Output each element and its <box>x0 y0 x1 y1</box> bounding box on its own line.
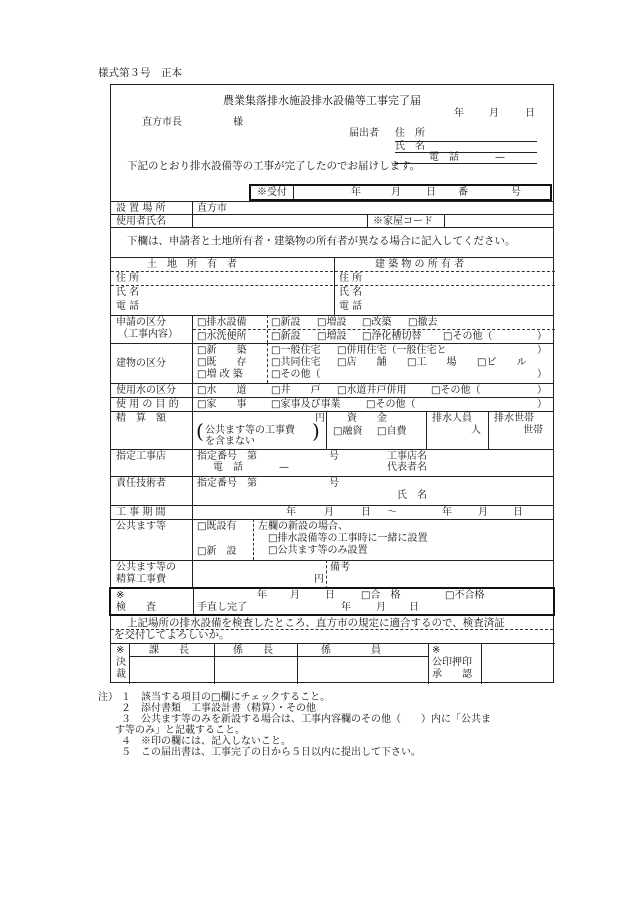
engineer-number-label: 指定番号 第 <box>197 478 257 489</box>
public-basin-note1: 左欄の新設の場合、 <box>258 521 348 532</box>
app-remove[interactable]: □撤去 <box>408 317 438 328</box>
rule <box>193 329 555 330</box>
purpose-home-business[interactable]: □家事及び事業 <box>271 399 341 410</box>
location-label: 設 置 場 所 <box>116 203 166 214</box>
period-start-day: 日 <box>361 507 371 518</box>
contractor-rep: 代表者名 <box>387 462 427 473</box>
building-owner-name: 氏 名 <box>339 287 363 298</box>
engineer-go: 号 <box>329 478 339 489</box>
inspection-label: 検 査 <box>116 602 156 613</box>
certification-line1: 上記場所の排水設備を検査したところ、直方市の規定に適合するので、検査済証 <box>127 617 505 629</box>
land-owner-phone: 電 話 <box>116 301 140 312</box>
location-value: 直方市 <box>197 203 227 214</box>
water-other[interactable]: □その他（ <box>431 385 481 396</box>
engineer-name: 氏 名 <box>397 490 427 501</box>
building-owner-phone: 電 話 <box>339 301 363 312</box>
settlement-note1: 公共ます等の工事費 <box>205 425 295 436</box>
contractor-go: 号 <box>329 451 339 462</box>
col-divider <box>253 519 254 560</box>
water-other-close: ） <box>537 385 547 396</box>
settlement-label: 精 算 額 <box>116 413 166 424</box>
intro-text: 下記のとおり排水設備等の工事が完了したのでお届けします。 <box>127 160 421 172</box>
note-3-number: ３ <box>121 714 131 725</box>
app-drainage[interactable]: □排水設備 <box>197 317 247 328</box>
approval-kessai1: 決 <box>116 657 126 668</box>
bld-shop[interactable]: □店 舗 <box>337 357 387 368</box>
app-add[interactable]: □増設 <box>317 317 347 328</box>
public-basin-new[interactable]: □新 設 <box>197 546 237 557</box>
rule <box>111 285 333 286</box>
rule <box>111 343 553 344</box>
rule <box>111 397 553 398</box>
reception-day: 日 <box>426 187 436 198</box>
date-month: 月 <box>489 108 499 119</box>
note-1-text: 該当する項目の□欄にチェックすること。 <box>141 692 331 703</box>
col-divider <box>326 411 327 449</box>
name-underline <box>395 152 537 153</box>
user-label: 使用者氏名 <box>116 216 166 227</box>
label-col-divider <box>192 315 193 560</box>
period-tilde: 〜 <box>387 507 397 518</box>
inspection-month: 月 <box>290 590 300 601</box>
bld-factory[interactable]: □工 場 <box>407 357 457 368</box>
inspection-star: ※ <box>116 590 125 601</box>
note-5-number: ５ <box>121 747 131 758</box>
rule <box>111 383 553 384</box>
note-3-text: 公共ます等のみを新設する場合は、工事内容欄のその他（ ）内に「公共ま <box>141 714 491 725</box>
bld-other-close: ） <box>537 369 547 380</box>
rule <box>111 519 553 520</box>
col-divider <box>444 214 445 227</box>
reception-box <box>249 184 552 201</box>
settlement-yen: 円 <box>315 413 325 424</box>
col-divider <box>297 643 298 684</box>
completed-day: 日 <box>409 602 419 613</box>
completed-month: 月 <box>376 602 386 613</box>
addressee-name: 直方市長 <box>142 117 182 128</box>
reception-month: 月 <box>391 187 401 198</box>
form-title: 農業集落排水施設排水設備等工事完了届 <box>223 94 421 107</box>
owners-divider <box>334 257 335 315</box>
rule <box>111 271 333 272</box>
bld-building[interactable]: □ビ ル <box>477 357 527 368</box>
col-divider <box>326 560 327 589</box>
bld-existing[interactable]: □既 存 <box>197 357 247 368</box>
house-code-label: ※家屋コード <box>373 216 433 227</box>
period-start-year: 年 <box>286 507 296 518</box>
rule <box>335 271 555 272</box>
rule <box>111 560 553 561</box>
bld-apartment[interactable]: □共同住宅 <box>271 357 321 368</box>
col-divider <box>267 315 268 343</box>
col-divider <box>428 643 429 684</box>
purpose-other-close: ） <box>537 399 547 410</box>
col-divider <box>129 643 130 684</box>
app-toilet[interactable]: □水洗便所 <box>197 331 247 342</box>
paren-open: ( <box>196 419 204 443</box>
water-label: 使用水の区分 <box>116 385 176 396</box>
col-divider <box>193 589 194 614</box>
seal-star: ※ <box>432 645 441 656</box>
public-cost-yen: 円 <box>314 574 324 585</box>
period-start-month: 月 <box>324 507 334 518</box>
app-septic-switch[interactable]: □浄化槽切替 <box>362 331 422 342</box>
inspection-year: 年 <box>257 590 267 601</box>
note-3-cont: す等のみ」と記載すること。 <box>115 725 245 736</box>
rule <box>111 411 553 412</box>
note-2-number: ２ <box>121 703 131 714</box>
approval-subsection-chief: 係 長 <box>233 645 273 656</box>
public-cost-label1: 公共ます等の <box>116 562 176 573</box>
app-new[interactable]: □新設 <box>271 317 301 328</box>
seal-label2: 承 認 <box>432 669 472 680</box>
building-owner-address: 住 所 <box>339 273 363 284</box>
note-2-text: 添付書類 工事設計書（精算）・その他 <box>141 703 316 714</box>
paren-close: ) <box>312 419 320 443</box>
contractor-phone-dash: — <box>279 462 289 473</box>
col-divider <box>214 643 215 684</box>
form-number: 様式第３号 正本 <box>98 67 182 79</box>
applicant-label: 届出者 <box>349 128 379 139</box>
rule <box>111 505 553 506</box>
applicant-address-label: 住 所 <box>395 128 425 139</box>
rule <box>111 315 553 316</box>
rule <box>111 257 553 258</box>
inspection-fail[interactable]: □不合格 <box>445 590 485 601</box>
notes-prefix: 注） <box>98 692 118 703</box>
land-owner-header: 土 地 所 有 者 <box>147 259 237 270</box>
rule <box>111 476 553 477</box>
app-other-close: ） <box>537 331 547 342</box>
period-end-day: 日 <box>513 507 523 518</box>
seal-label1: 公印押印 <box>432 657 472 668</box>
bld-other[interactable]: □その他（ <box>271 369 321 380</box>
contractor-number-label: 指定番号 第 <box>197 451 257 462</box>
col-divider <box>192 201 193 227</box>
bld-extension[interactable]: □増 改 築 <box>197 369 243 380</box>
contractor-label: 指定工事店 <box>116 451 166 462</box>
applicant-name-label: 氏 名 <box>395 141 425 152</box>
owner-notice: 下欄は、申請者と土地所有者・建築物の所有者が異なる場合に記入してください。 <box>127 235 516 247</box>
land-owner-address: 住 所 <box>116 273 140 284</box>
bld-mixed[interactable]: □併用住宅（一般住宅と <box>337 345 447 356</box>
inspection-completed: 手直し完了 <box>197 602 247 613</box>
bld-new[interactable]: □新 築 <box>197 345 247 356</box>
addressee-honorific: 様 <box>233 117 243 128</box>
certification-line2: を交付してよろしいか。 <box>114 629 230 641</box>
col-divider <box>426 411 427 449</box>
households-label: 排水世帯 <box>494 413 534 424</box>
funding-label: 資 金 <box>347 413 387 424</box>
date-year: 年 <box>454 108 464 119</box>
remarks-label: 備考 <box>330 562 350 573</box>
rule <box>111 201 553 202</box>
reception-divider <box>293 186 294 199</box>
funding-self[interactable]: □自費 <box>377 426 407 437</box>
water-well[interactable]: □井 戸 <box>271 385 321 396</box>
funding-loan[interactable]: □融資 <box>333 426 363 437</box>
approval-star: ※ <box>116 645 125 656</box>
water-both[interactable]: □水道井戸併用 <box>337 385 407 396</box>
completed-year: 年 <box>341 602 351 613</box>
rule <box>335 285 555 286</box>
col-divider <box>367 214 368 227</box>
settlement-note2: を含まない <box>205 436 255 447</box>
note-1-number: １ <box>121 692 131 703</box>
app-toilet-new[interactable]: □新設 <box>271 331 301 342</box>
inspection-day: 日 <box>325 590 335 601</box>
land-owner-name: 氏 名 <box>116 287 140 298</box>
bld-house[interactable]: □一般住宅 <box>271 345 321 356</box>
contractor-shop-name: 工事店名 <box>387 451 427 462</box>
col-divider <box>481 643 482 684</box>
bld-mixed-close: ） <box>537 345 547 356</box>
col-divider <box>192 560 193 589</box>
col-divider <box>267 343 268 383</box>
rule <box>111 643 555 644</box>
contractor-phone: 電 話 <box>213 462 243 473</box>
rule <box>111 449 553 450</box>
reception-year: 年 <box>351 187 361 198</box>
note-4-text: ※印の欄には、記入しないこと。 <box>141 736 291 747</box>
app-other[interactable]: □その他（ <box>443 331 493 342</box>
rule <box>111 227 553 228</box>
note-4-number: ４ <box>121 736 131 747</box>
public-cost-label2: 精算工事費 <box>116 574 166 585</box>
reception-go: 号 <box>511 187 521 198</box>
approval-section-chief: 課 長 <box>149 645 189 656</box>
approval-staff: 係 員 <box>321 645 381 656</box>
period-end-month: 月 <box>478 507 488 518</box>
col-divider <box>488 411 489 449</box>
app-toilet-add[interactable]: □増設 <box>317 331 347 342</box>
public-basin-note2[interactable]: □排水設備等の工事時に一緒に設置 <box>268 533 428 544</box>
application-sublabel: （工事内容） <box>118 329 178 340</box>
building-label: 建物の区分 <box>116 358 166 369</box>
applicant-phone-label: 電 話 <box>429 152 459 163</box>
water-city[interactable]: □水 道 <box>197 385 247 396</box>
approval-kessai2: 裁 <box>116 669 126 680</box>
purpose-label: 使 用 の 目 的 <box>116 399 179 410</box>
reception-label: ※受付 <box>257 187 287 198</box>
note-5-text: この届出書は、工事完了の日から５日以内に提出して下さい。 <box>141 747 421 758</box>
rule <box>129 656 428 657</box>
purpose-other[interactable]: □その他（ <box>366 399 416 410</box>
building-owner-header: 建 築 物 の 所 有 者 <box>375 259 465 270</box>
applicant-phone-dash: — <box>495 152 505 163</box>
application-label: 申請の区分 <box>116 317 166 328</box>
public-basin-existing[interactable]: □既設有 <box>197 521 237 532</box>
period-label: 工 事 期 間 <box>116 507 166 518</box>
purpose-home[interactable]: □家 事 <box>197 399 247 410</box>
engineer-label: 責任技術者 <box>116 478 166 489</box>
rule <box>111 214 553 215</box>
persons-label: 排水人員 <box>432 413 472 424</box>
reception-number: 番 <box>458 187 468 198</box>
date-day: 日 <box>525 108 535 119</box>
inspection-pass[interactable]: □合 格 <box>361 590 401 601</box>
app-remodel[interactable]: □改築 <box>362 317 392 328</box>
period-end-year: 年 <box>442 507 452 518</box>
households-unit: 世帯 <box>523 425 543 436</box>
public-basin-note3[interactable]: □公共ます等のみ設置 <box>268 545 368 556</box>
persons-unit: 人 <box>471 425 481 436</box>
completion-report-form <box>110 84 554 683</box>
inspection-box <box>109 587 555 616</box>
public-basin-label: 公共ます等 <box>116 521 166 532</box>
